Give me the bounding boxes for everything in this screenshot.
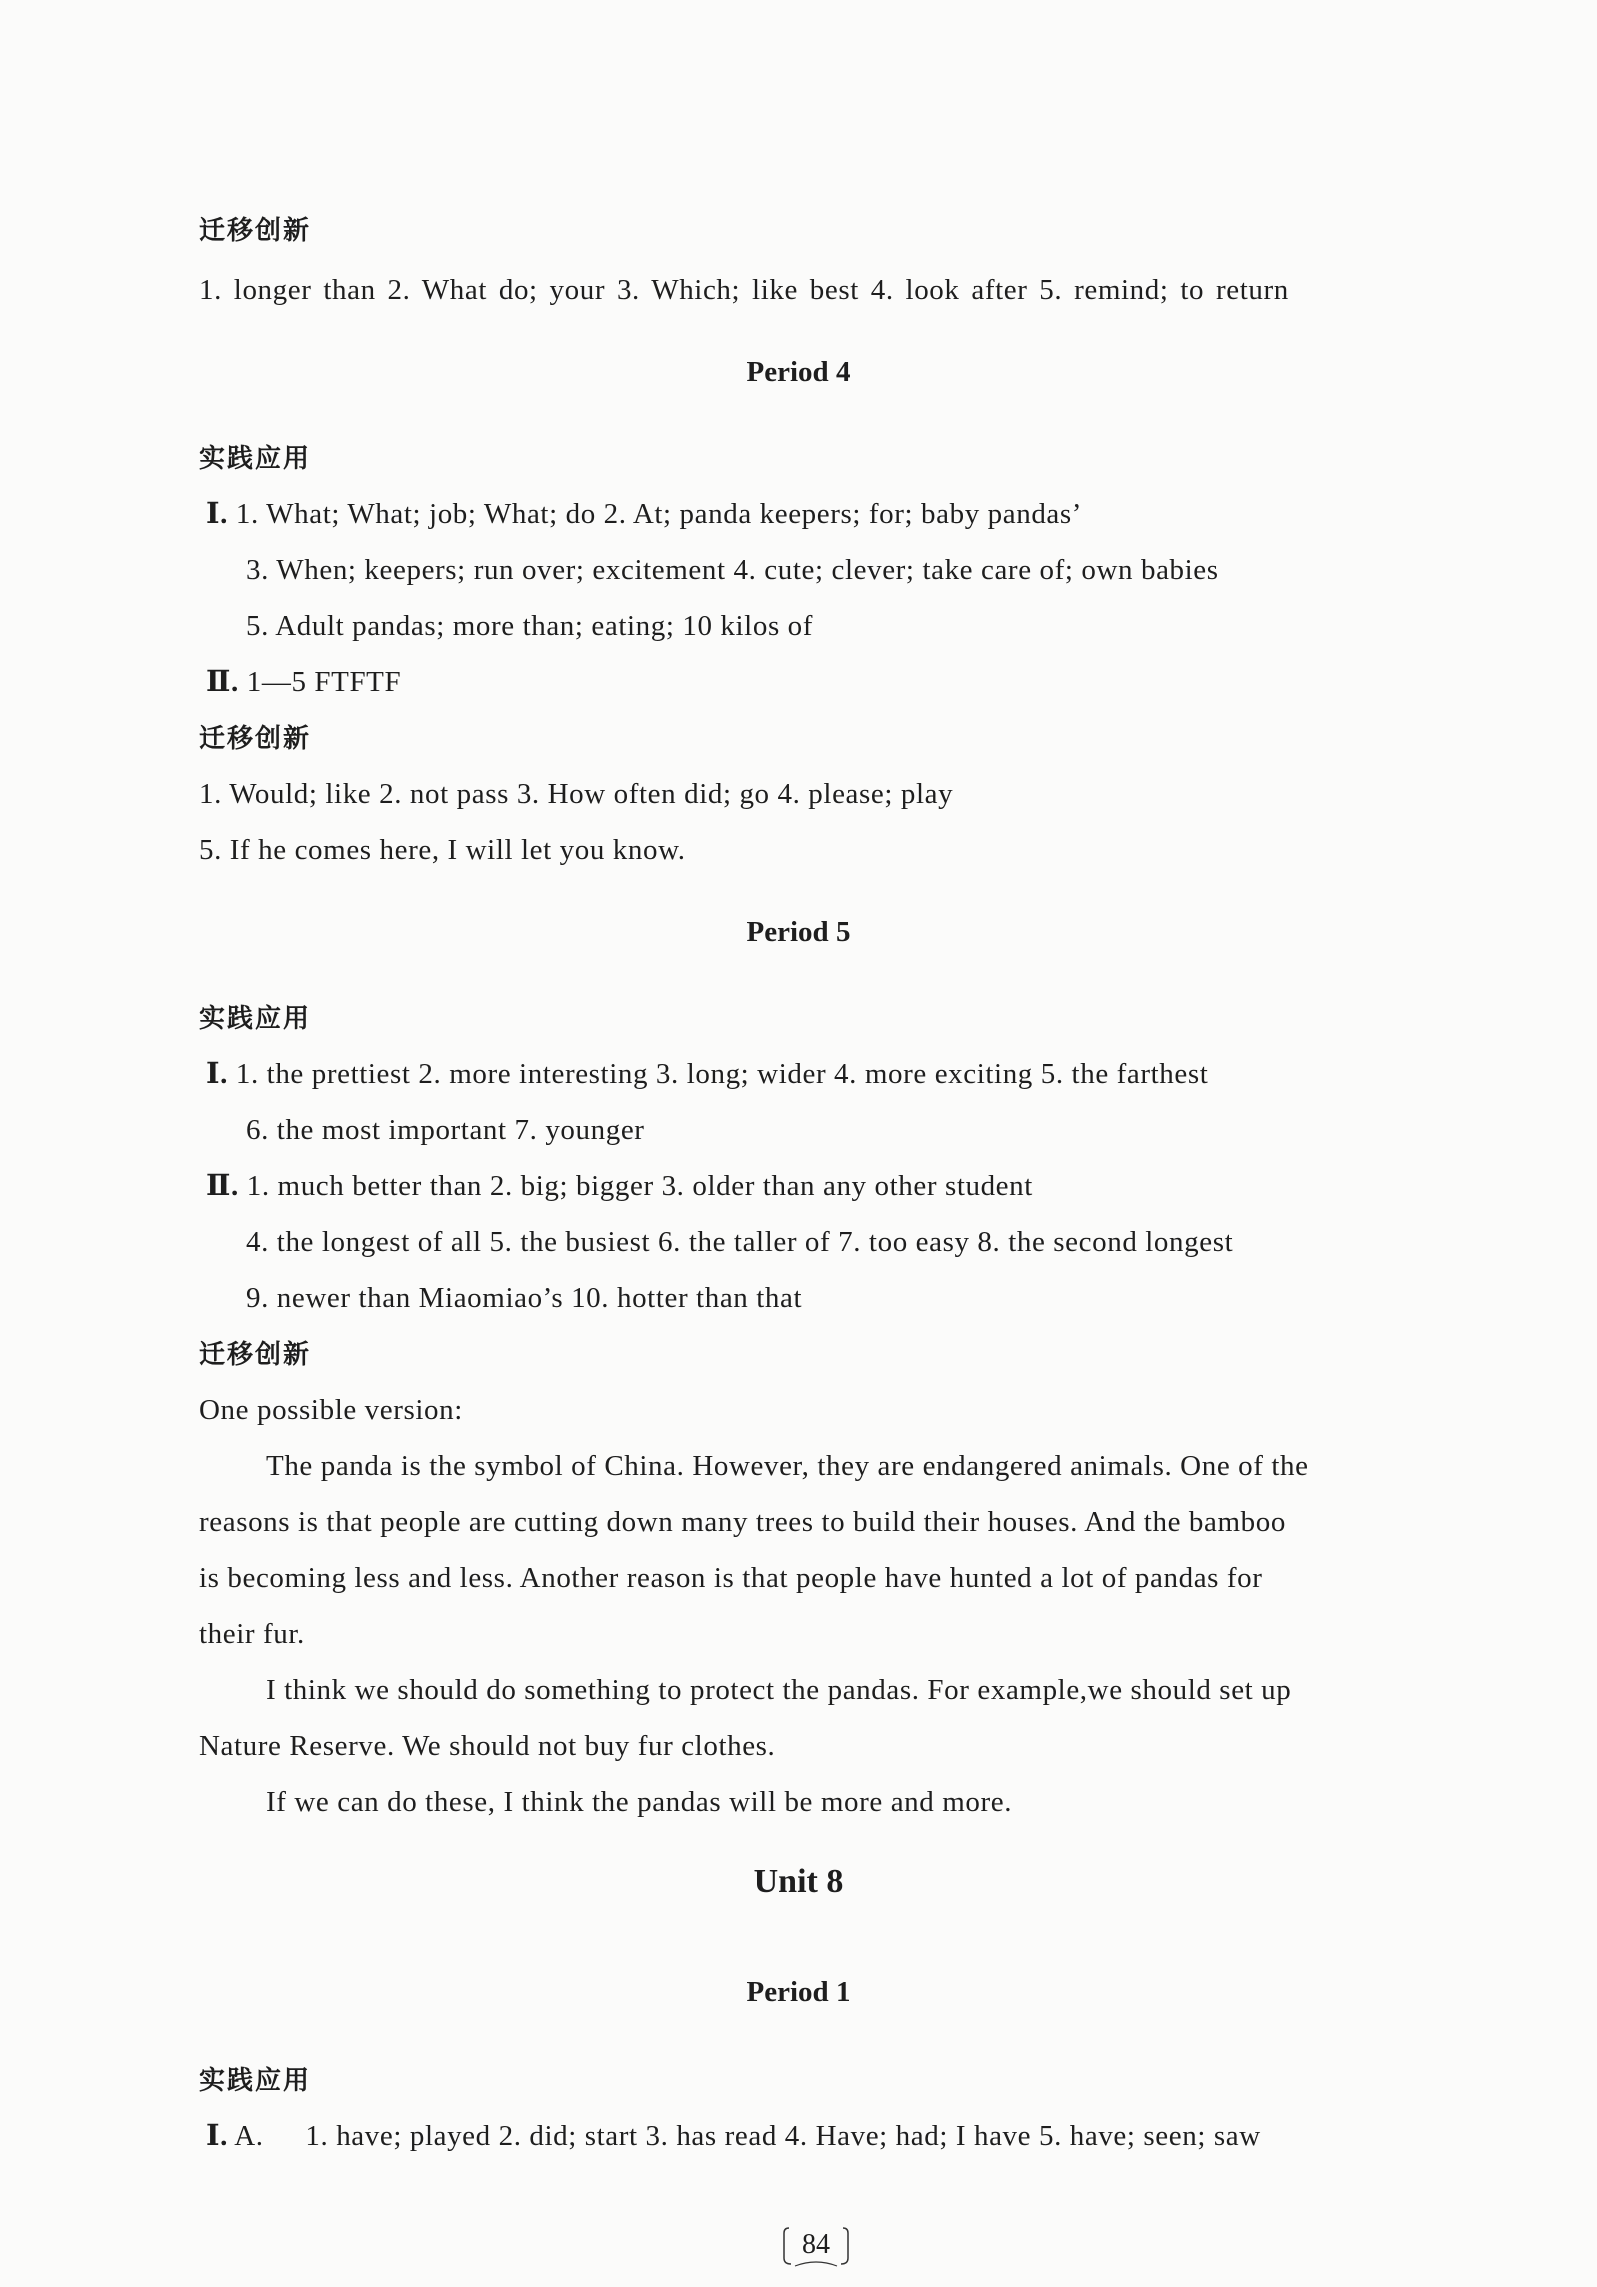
answer-line: 5. If he comes here, I will let you know.	[199, 834, 686, 866]
answer-text: 1. much better than 2. big; bigger 3. older than any other student	[246, 1170, 1033, 1202]
answer-line: 1. longer than 2. What do; your 3. Which; like best 4. look after 5. remind; to return	[199, 274, 1289, 306]
answer-line	[206, 2118, 1261, 2154]
section-heading-transfer: 迁移创新	[199, 724, 312, 754]
section-heading-transfer: 迁移创新	[199, 1340, 312, 1370]
roman-numeral-label: Ⅱ.	[206, 666, 239, 698]
answer-line: 9. newer than Miaomiao’s 10. hotter than that	[246, 1282, 803, 1314]
period-title: Period 1	[746, 1976, 851, 2008]
answer-line: 3. When; keepers; run over; excitement 4. cute; clever; take care of; own babies	[246, 554, 1219, 586]
essay-line: The panda is the symbol of China. However, they are endangered animals. One of the	[266, 1450, 1309, 1482]
answer-line	[206, 664, 401, 700]
section-heading-practice: 实践应用	[199, 2066, 312, 2096]
answer-text: 1—5 FTFTF	[246, 666, 402, 698]
essay-line: reasons is that people are cutting down many trees to build their houses. And the bamboo	[199, 1506, 1286, 1538]
section-heading-transfer: 迁移创新	[199, 216, 312, 246]
answer-line: 6. the most important 7. younger	[246, 1114, 645, 1146]
section-heading-practice: 实践应用	[199, 1004, 312, 1034]
essay-line: Nature Reserve. We should not buy fur clothes.	[199, 1730, 776, 1762]
answer-line	[206, 1056, 1208, 1092]
answer-line	[206, 496, 1082, 532]
essay-line: If we can do these, I think the pandas will be more and more.	[266, 1786, 1013, 1818]
roman-numeral-label: Ⅱ.	[206, 1170, 239, 1202]
essay-line: their fur.	[199, 1618, 305, 1650]
answer-line: 1. Would; like 2. not pass 3. How often did; go 4. please; play	[199, 778, 954, 810]
roman-numeral-label: Ⅰ.	[206, 498, 229, 530]
answer-text: 1. What; What; job; What; do 2. At; panda keepers; for; baby pandas’	[235, 498, 1083, 530]
period-title: Period 4	[746, 356, 851, 388]
section-heading-practice: 实践应用	[199, 444, 312, 474]
answer-sublabel: A.	[234, 2120, 264, 2152]
page-number	[787, 2228, 845, 2262]
answer-line	[206, 1168, 1033, 1204]
answer-text: 1. the prettiest 2. more interesting 3. long; wider 4. more exciting 5. the farthest	[235, 1058, 1209, 1090]
answer-line: 4. the longest of all 5. the busiest 6. the taller of 7. too easy 8. the second longest	[246, 1226, 1234, 1258]
answer-line: 5. Adult pandas; more than; eating; 10 kilos of	[246, 610, 814, 642]
roman-numeral-label: Ⅰ.	[206, 1058, 229, 1090]
essay-line: is becoming less and less. Another reason is that people have hunted a lot of pandas for	[199, 1562, 1263, 1594]
essay-line: I think we should do something to protect the pandas. For example,we should set up	[266, 1674, 1292, 1706]
period-title: Period 5	[746, 916, 851, 948]
roman-numeral-label: Ⅰ.	[206, 2120, 229, 2152]
unit-title: Unit 8	[753, 1863, 844, 1900]
version-label: One possible version:	[199, 1394, 463, 1426]
answer-text: 1. have; played 2. did; start 3. has read 4. Have; had; I have 5. have; seen; saw	[305, 2120, 1261, 2152]
page-number-text: 84	[802, 2229, 830, 2260]
